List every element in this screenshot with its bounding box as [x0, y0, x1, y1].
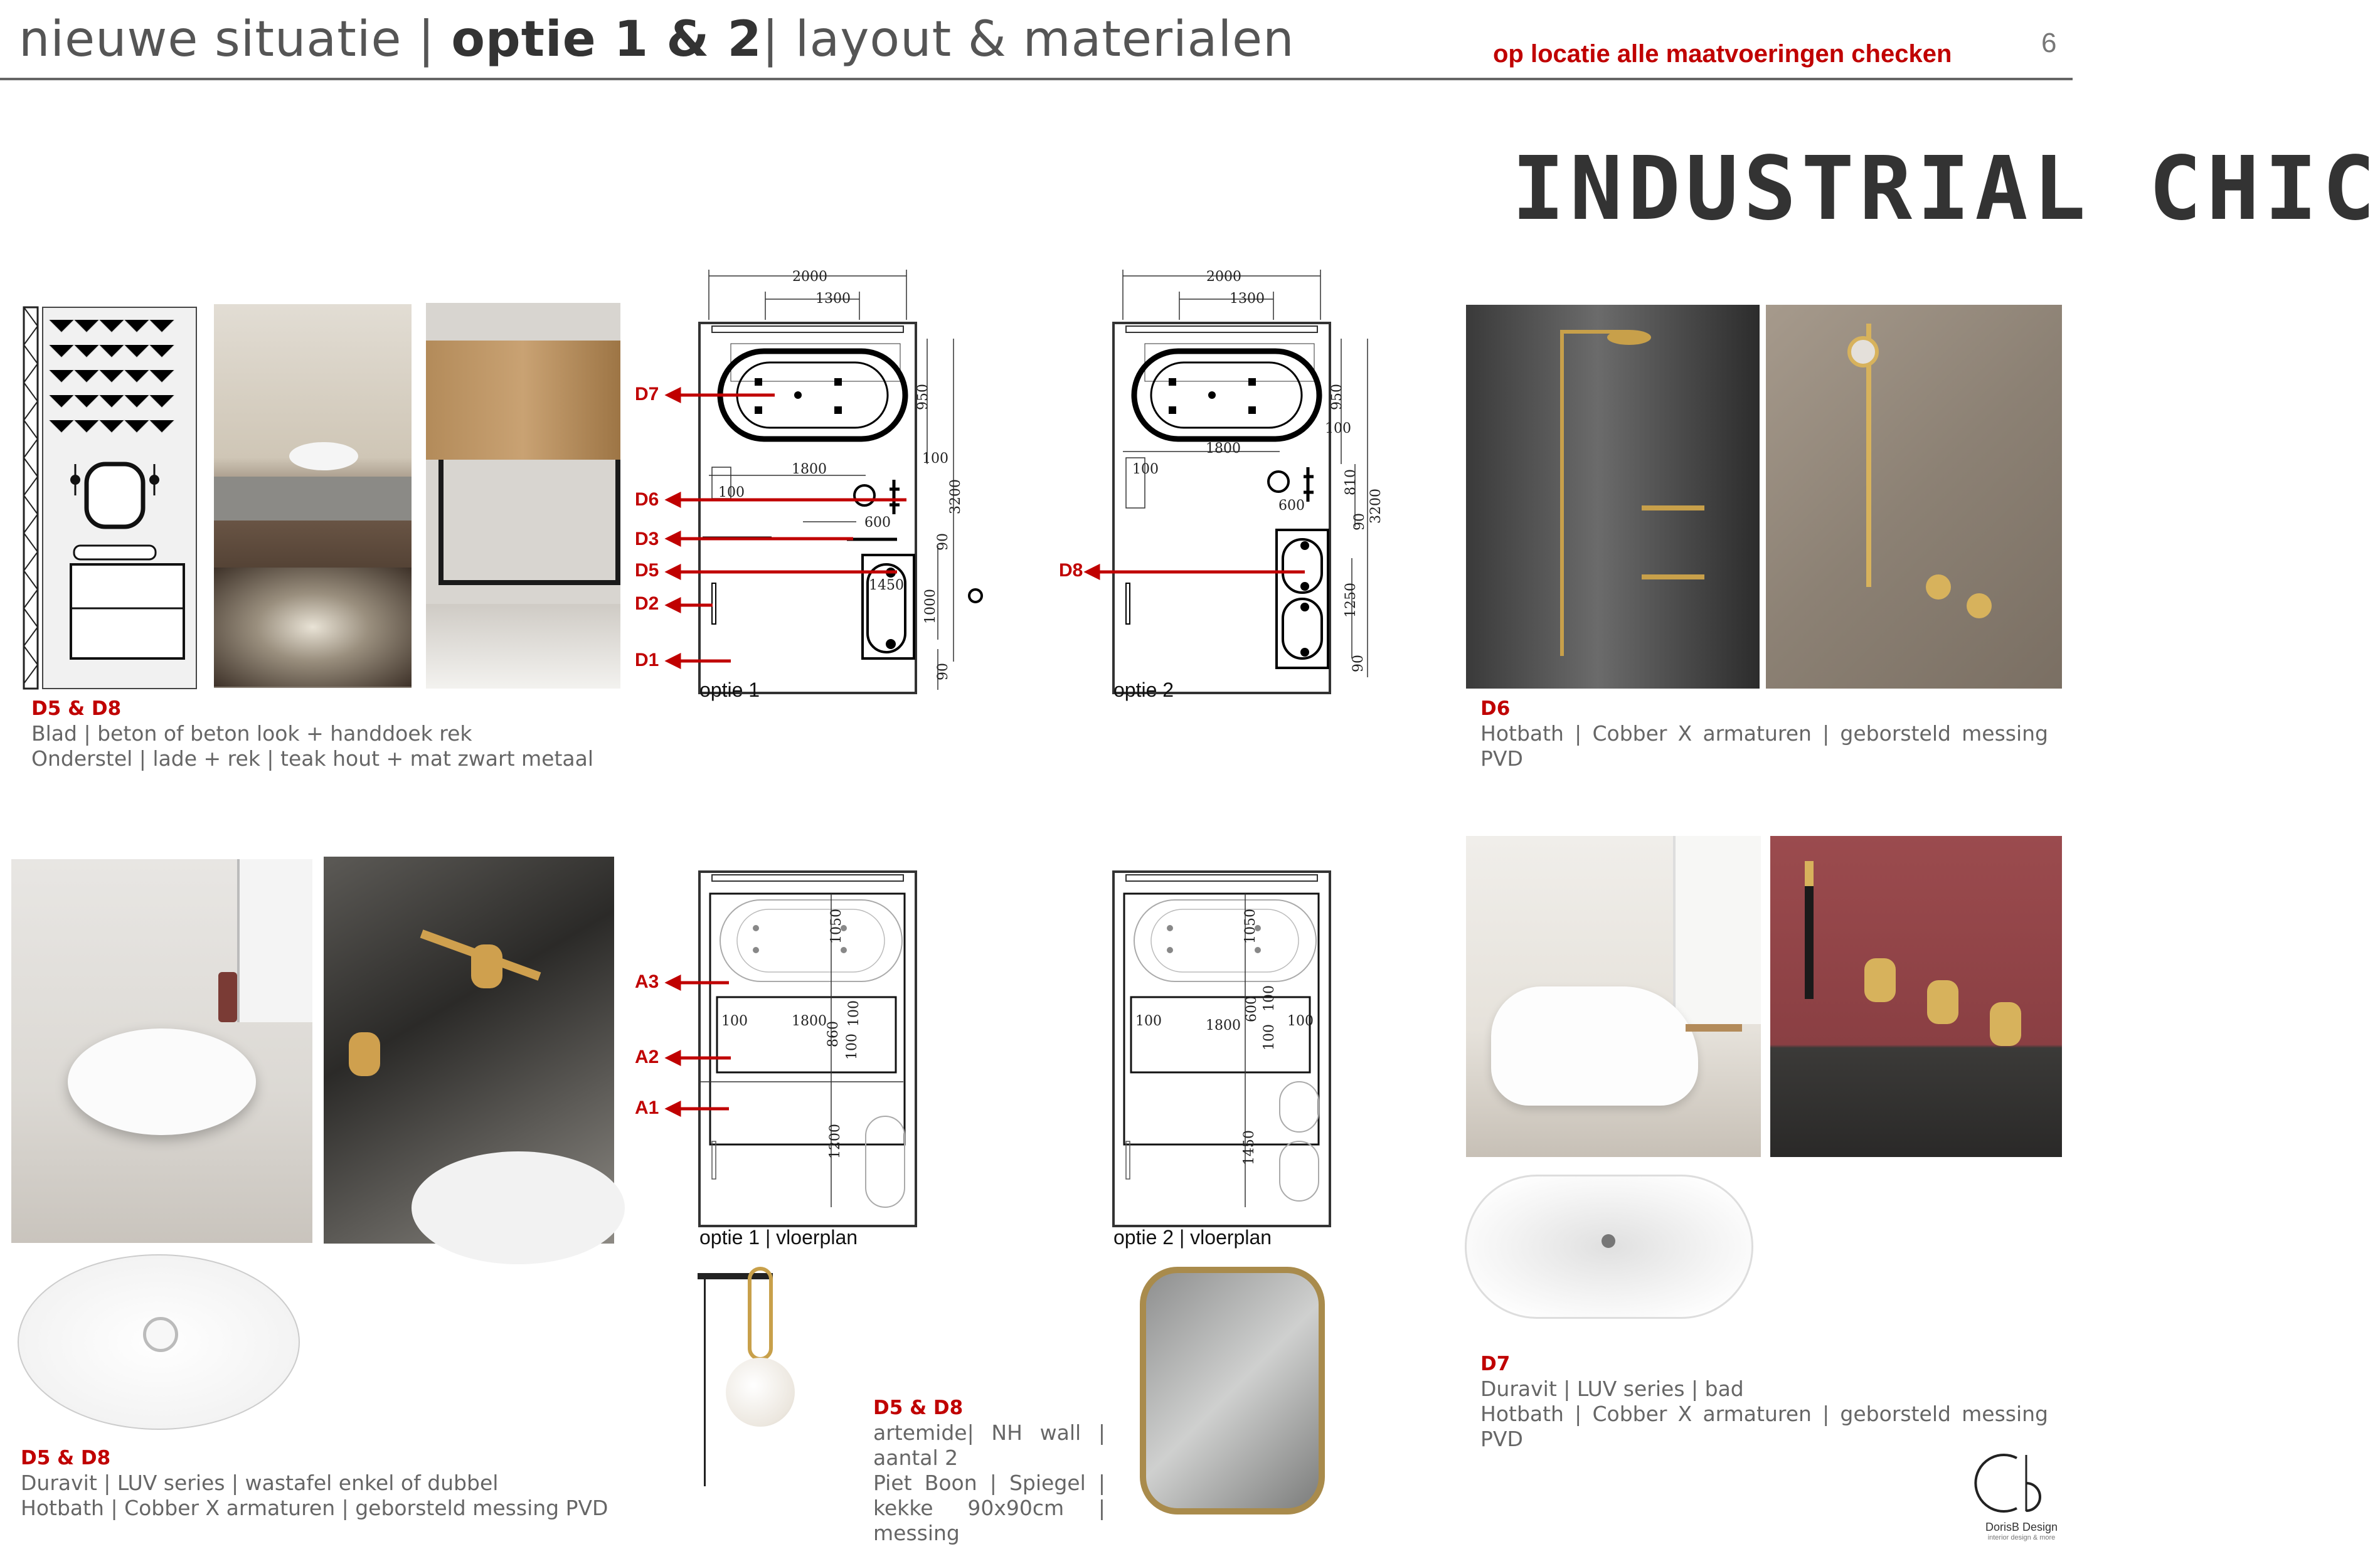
dim-1300: 1300 [815, 291, 851, 307]
dim-100-b: 100 [1262, 985, 1277, 1012]
dim-100-c: 100 [844, 1033, 860, 1060]
caption-bottom-mid [873, 1395, 1105, 1546]
logo-mark-icon [1979, 1449, 2064, 1518]
caption-tag: D5 & D8 [873, 1397, 964, 1419]
vanity-photo-oak-cabinet [426, 303, 620, 689]
callout-d5: D5 [635, 560, 659, 581]
page-number: 6 [2041, 28, 2057, 58]
dim-3200: 3200 [1368, 489, 1384, 524]
header-note: op locatie alle maatvoeringen checken [1493, 40, 1952, 68]
dim-100-a: 100 [1135, 1013, 1162, 1029]
dim-90-a: 90 [935, 533, 951, 551]
plan-label-option-1-floor: optie 1 | vloerplan [699, 1226, 858, 1249]
floorplan-option-1 [627, 865, 1016, 1235]
dim-90-b: 90 [1351, 655, 1366, 672]
caption-tag: D5 & D8 [31, 697, 122, 720]
basin-photo-top-view [11, 1248, 306, 1436]
thermostat-photo-pink-wall [1770, 836, 2062, 1157]
caption-line: Hotbath | Cobber X armaturen | geborsteld messing PVD [21, 1496, 608, 1520]
caption-top-right [1480, 696, 2048, 771]
dim-1800: 1800 [792, 462, 827, 477]
dim-1050: 1050 [1243, 909, 1258, 944]
dim-1800: 1800 [792, 1013, 827, 1029]
dim-1000: 1000 [923, 589, 938, 624]
floorplan-option-2 [1041, 865, 1430, 1235]
header-divider [0, 78, 2073, 80]
shower-photo-rail-set [1766, 305, 2062, 689]
caption-top-left [31, 696, 627, 771]
dim-2000: 2000 [1206, 269, 1241, 285]
caption-line: Blad | beton of beton look + handdoek rek [31, 721, 472, 746]
callout-d3: D3 [635, 529, 659, 549]
dim-100-c: 100 [1287, 1013, 1314, 1029]
dim-100-a: 100 [922, 451, 948, 467]
callout-d2: D2 [635, 593, 659, 614]
logo-subtext: interior design & more [1987, 1534, 2056, 1541]
page-title: nieuwe situatie | optie 1 & 2| layout & materialen [19, 11, 1295, 68]
dim-950: 950 [915, 384, 931, 410]
callout-a1: A1 [635, 1097, 659, 1118]
bathtub-photo-room [1466, 836, 1761, 1157]
caption-tag: D7 [1480, 1353, 1511, 1375]
dim-90-b: 90 [935, 663, 951, 680]
shower-photo-dark-tiles [1466, 305, 1760, 689]
dim-1250: 1250 [1343, 583, 1359, 618]
plan-label-option-1: optie 1 [699, 679, 760, 701]
dim-810: 810 [1343, 469, 1359, 495]
dim-1200: 1200 [827, 1124, 843, 1159]
dim-860: 860 [826, 1021, 841, 1047]
dim-950: 950 [1329, 384, 1345, 410]
dim-100-a: 100 [721, 1013, 748, 1029]
dim-1300: 1300 [1230, 291, 1265, 307]
dim-1800: 1800 [1206, 441, 1241, 457]
bathtub-photo-top-view [1458, 1168, 1760, 1325]
callout-d8: D8 [1059, 560, 1083, 581]
caption-tag: D5 & D8 [21, 1447, 111, 1469]
caption-bottom-right [1480, 1351, 2048, 1452]
mirror-photo [1124, 1251, 1341, 1530]
dim-3200: 3200 [948, 479, 964, 514]
basin-photo-counter [11, 859, 312, 1243]
dim-100-b: 100 [1132, 462, 1159, 477]
plan-option-2 [1041, 263, 1430, 702]
caption-line: Hotbath | Cobber X armaturen | geborsteld messing PVD [1480, 1402, 2048, 1451]
caption-line: Hotbath | Cobber X armaturen | geborsteld messing PVD [1480, 721, 2048, 771]
callout-d7: D7 [635, 384, 659, 404]
dim-100-d: 100 [1262, 1024, 1277, 1050]
dim-100-b: 100 [718, 485, 745, 500]
vanity-elevation-drawing [11, 307, 206, 689]
callout-a3: A3 [635, 971, 659, 992]
plan-label-option-2: optie 2 [1113, 679, 1174, 701]
dim-100-b: 100 [846, 1000, 862, 1027]
style-title: INDUSTRIAL CHIC [1512, 138, 2380, 240]
caption-bottom-left [21, 1446, 623, 1521]
dim-90-a: 90 [1352, 513, 1368, 531]
dim-100-a: 100 [1325, 421, 1351, 436]
dim-1800: 1800 [1206, 1018, 1241, 1033]
callout-d1: D1 [635, 650, 659, 670]
vanity-photo-concrete-teak [214, 304, 412, 688]
plan-label-option-2-floor: optie 2 | vloerplan [1113, 1226, 1272, 1249]
caption-line: Onderstel | lade + rek | teak hout + mat zwart metaal [31, 746, 594, 771]
caption-line: Duravit | LUV series | wastafel enkel of dubbel [21, 1471, 499, 1495]
caption-line: Piet Boon | Spiegel | kekke 90x90cm | messing [873, 1471, 1105, 1545]
wall-lamp-photo [679, 1254, 861, 1491]
caption-tag: D6 [1480, 697, 1511, 720]
plan-option-1 [627, 263, 1016, 702]
dim-1450: 1450 [869, 578, 904, 593]
brand-logo [1979, 1449, 2064, 1549]
dim-600: 600 [1244, 996, 1260, 1022]
caption-line: Duravit | LUV series | bad [1480, 1377, 1744, 1401]
dim-1450: 1450 [1241, 1130, 1257, 1165]
dim-600: 600 [864, 515, 891, 531]
callout-d6: D6 [635, 489, 659, 510]
callout-a2: A2 [635, 1047, 659, 1067]
dim-2000: 2000 [792, 269, 827, 285]
caption-line: artemide| NH wall | aantal 2 [873, 1420, 1105, 1470]
faucet-photo-brass [324, 857, 614, 1244]
dim-1050: 1050 [829, 909, 844, 944]
logo-text: DorisB Design [1985, 1521, 2058, 1533]
dim-600: 600 [1278, 498, 1305, 514]
